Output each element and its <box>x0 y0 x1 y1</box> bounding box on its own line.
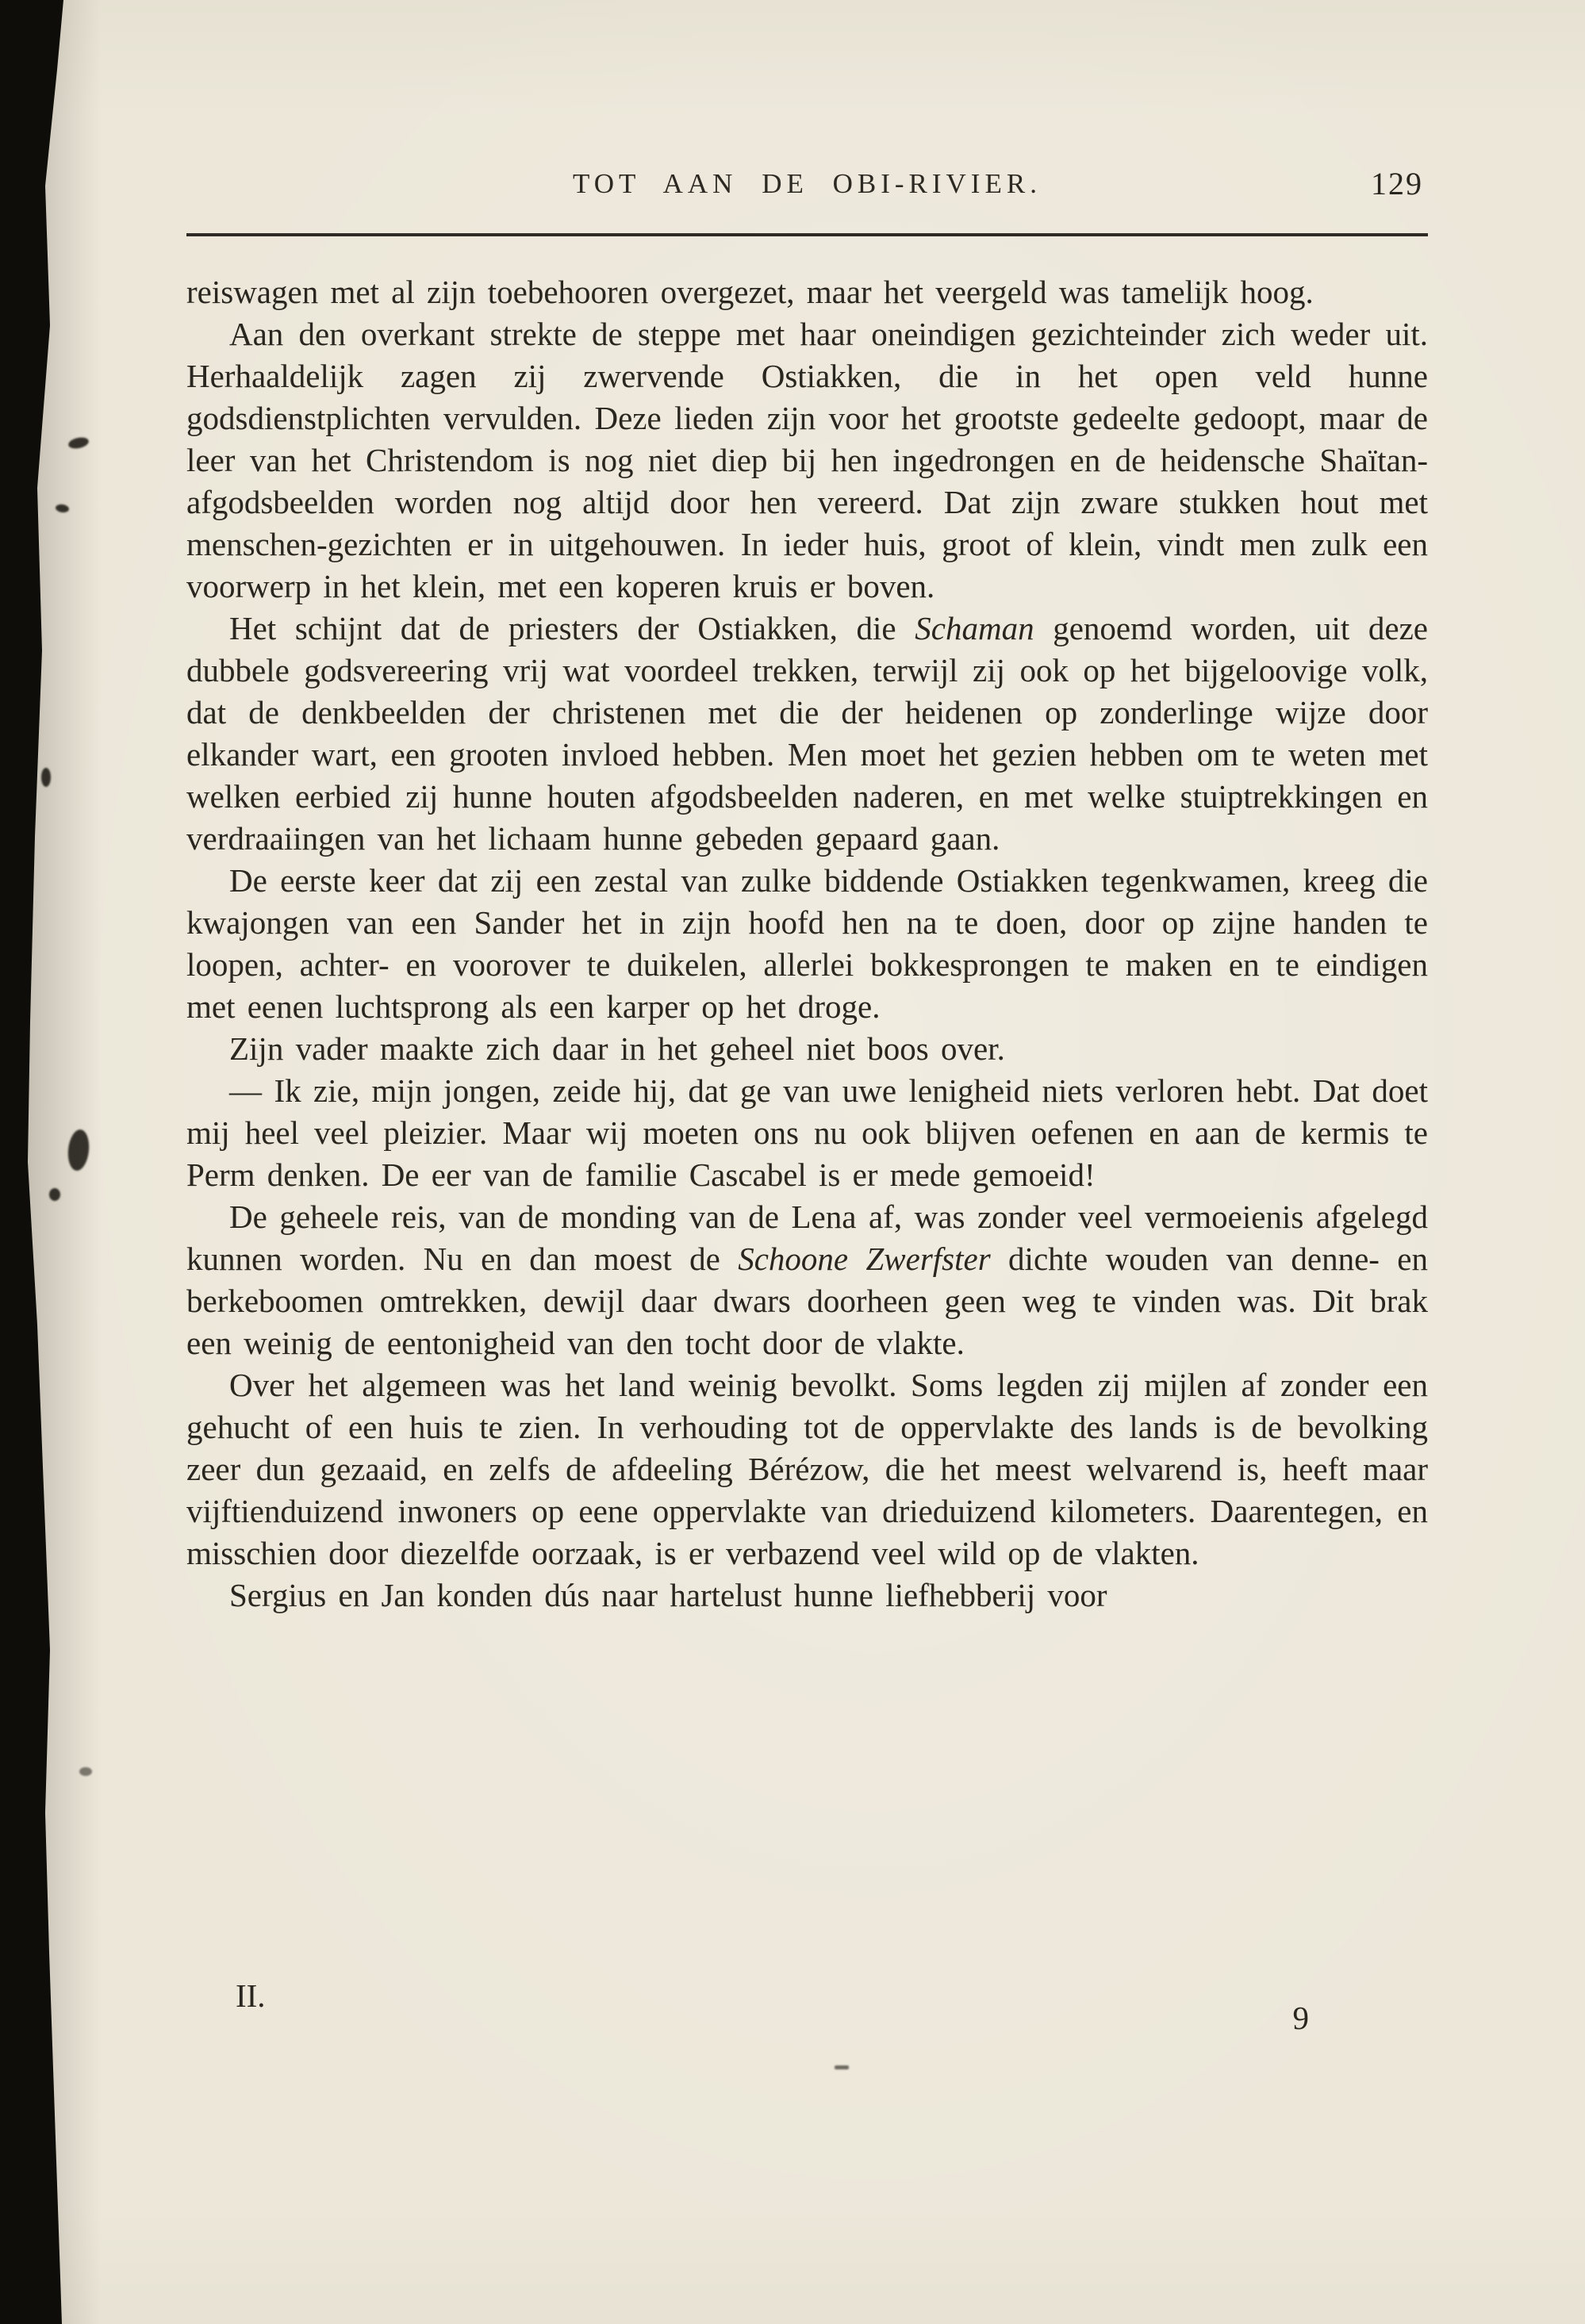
paragraph-text: reiswagen met al zijn toebehooren overgezet, maar het veergeld was tamelijk hoog. <box>186 274 1314 310</box>
italic-term: Schaman <box>915 610 1034 646</box>
paragraph <box>186 860 1428 1028</box>
paragraph-text: dichte wouden van denne- en berkeboomen omtrekken, dewijl daar dwars doorheen geen weg te vinden was. Dit brak een weinig de eentonigheid van den tocht door de vlakte. <box>186 1241 1428 1361</box>
page-number: 129 <box>1371 166 1423 201</box>
paragraph-text: Sergius en Jan konden dús naar hartelust hunne liefhebberij voor <box>229 1577 1107 1613</box>
paragraph-text: Zijn vader maakte zich daar in het geheel niet boos over. <box>229 1030 1005 1067</box>
paragraph <box>186 608 1428 860</box>
sheet-signature: 9 <box>1292 2000 1309 2036</box>
paragraph-text: De eerste keer dat zij een zestal van zulke biddende Ostiakken tegenkwamen, kreeg die kwajongen van een Sander het in zijn hoofd hen na te doen, door op zijne handen te loopen, achter- en voorover te duikelen, allerlei bokkesprongen te maken en te eindigen met eenen luchtsprong als een karper op het droge. <box>186 862 1428 1025</box>
header-rule <box>186 233 1428 236</box>
ink-speck <box>835 2065 849 2069</box>
paragraph-text: genoemd worden, uit deze dubbele godsvereering vrij wat voordeel trekken, terwijl zij ook op het bijgeloovige volk, dat de denkbeelden der christenen met die der heidenen op zonderlinge wijze door elkander wart, een grooten invloed hebben. Men moet het gezien hebben om te weten met welken eerbied zij hunne houten afgodsbeelden naderen, en met welke stuiptrekkingen en verdraaiingen van het lichaam hunne gebeden gepaard gaan. <box>186 610 1429 857</box>
italic-term: Schoone Zwerfster <box>738 1241 991 1277</box>
volume-signature: II. <box>236 1977 266 2014</box>
paragraph-text: Over het algemeen was het land weinig bevolkt. Soms legden zij mijlen af zonder een gehucht of een huis te zien. In verhouding tot de oppervlakte des lands is de bevolking zeer dun gezaaid, en zelfs de afdeeling Bérézow, die het meest welvarend is, heeft maar vijftienduizend inwoners op eene oppervlakte van drieduizend kilometers. Daarentegen, en misschien door diezelfde oorzaak, is er verbazend veel wild op de vlakten. <box>186 1367 1428 1571</box>
paragraph <box>186 1364 1428 1574</box>
page-body <box>186 271 1428 1616</box>
ink-speck <box>49 1188 60 1201</box>
paragraph <box>186 1574 1428 1616</box>
paragraph <box>186 313 1428 608</box>
paragraph-text: De geheele reis, van de monding van de Lena af, was zonder veel vermoeienis afgelegd kunnen worden. Nu en dan moest de <box>186 1198 1428 1277</box>
paragraph <box>186 271 1428 313</box>
paragraph <box>186 1028 1428 1070</box>
paragraph-text: Het schijnt dat de priesters der Ostiakken, die <box>229 610 915 646</box>
page-content <box>186 168 1428 1616</box>
paragraph-text: Aan den overkant strekte de steppe met haar oneindigen gezichteinder zich weder uit. Herhaaldelijk zagen zij zwervende Ostiakken, die in het open veld hunne godsdienstplichten vervulden. Deze lieden zijn voor het grootste gedeelte gedoopt, maar de leer van het Christendom is nog niet diep bij hen ingedrongen en de heidensche Shaïtan-afgodsbeelden worden nog altijd door hen vereerd. Dat zijn zware stukken hout met menschen-gezichten er in uitgehouwen. In ieder huis, groot of klein, vindt men zulk een voorwerp in het klein, met een koperen kruis er boven. <box>186 316 1428 604</box>
running-title: TOT AAN DE OBI-RIVIER. <box>573 168 1042 199</box>
ink-speck <box>41 768 51 787</box>
paragraph <box>186 1070 1428 1196</box>
paragraph-text: — Ik zie, mijn jongen, zeide hij, dat ge van uwe lenigheid niets verloren hebt. Dat doet mij heel veel pleizier. Maar wij moeten ons nu ook blijven oefenen en aan de kermis te Perm denken. De eer van de familie Cascabel is er mede gemoeid! <box>186 1072 1428 1193</box>
page-header <box>186 168 1428 209</box>
ink-speck <box>79 1767 92 1776</box>
paragraph <box>186 1196 1428 1364</box>
